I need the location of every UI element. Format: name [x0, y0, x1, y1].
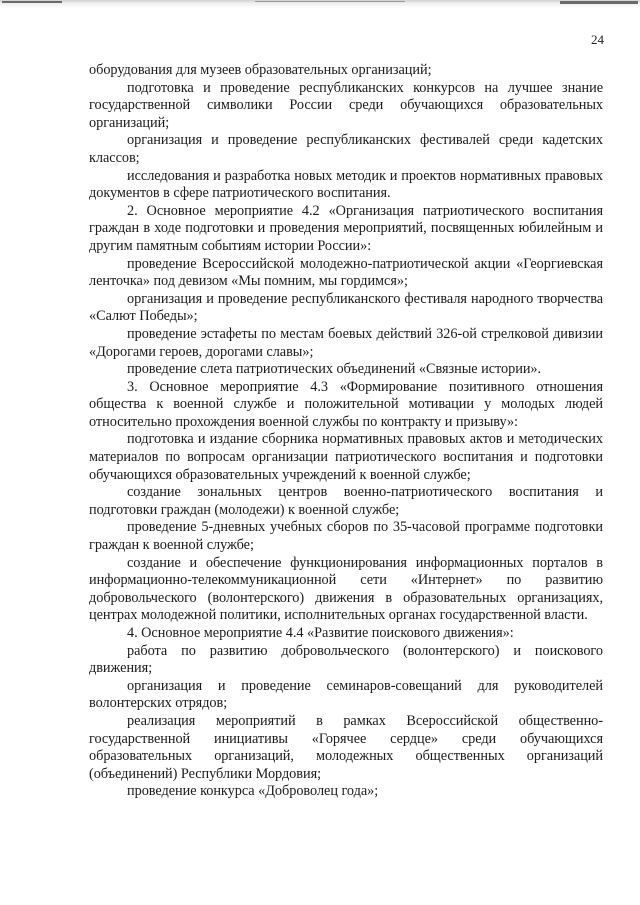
- paragraph: подготовка и издание сборника нормативных правовых актов и методических материалов по вопросам организации патриотического воспитания и подготовки обучающихся образовательных учреждений к военной службе;: [89, 431, 603, 483]
- scan-smudge: [2, 1, 62, 3]
- document-body: [89, 62, 603, 801]
- paragraph: проведение эстафеты по местам боевых действий 326-ой стрелковой дивизии «Дорогами героев, дорогами славы»;: [89, 325, 603, 360]
- paragraph: исследования и разработка новых методик и проектов нормативных правовых документов в сфере патриотического воспитания.: [89, 167, 603, 202]
- paragraph: работа по развитию добровольческого (волонтерского) и поискового движения;: [89, 642, 603, 677]
- paragraph: проведение конкурса «Доброволец года»;: [127, 783, 379, 800]
- paragraph: создание и обеспечение функционирования информационных порталов в информационно-телекоммуникационной сети «Интернет» по развитию добровольческого (волонтерского) движения в образовательных организациях, центрах молодежной политики, исполнительных органах государственной власти.: [89, 554, 603, 624]
- paragraph: реализация мероприятий в рамках Всероссийской общественно-государственной инициативы «Горячее сердце» среди обучающихся образовательных организаций, молодежных общественных организаций (объединений) Республики Мордовия;: [89, 712, 603, 782]
- paragraph: создание зональных центров военно-патриотического воспитания и подготовки граждан (молодежи) к военной службе;: [89, 484, 603, 518]
- paragraph: проведение 5-дневных учебных сборов по 35-часовой программе подготовки граждан к военной службе;: [89, 519, 603, 554]
- paragraph: организация и проведение республиканского фестиваля народного творчества «Салют Победы»;: [89, 290, 603, 325]
- page-number: 24: [591, 32, 604, 47]
- paragraph: подготовка и проведение республиканских конкурсов на лучшее знание государственной символики России среди обучающихся образовательных организаций;: [89, 79, 603, 131]
- paragraph: 3. Основное мероприятие 4.3 «Формирование позитивного отношения общества к военной службе и положительной мотивации у молодых людей относительно прохождения военной службы по контракту и призыву»:: [89, 378, 603, 430]
- scan-edge-artifact: [0, 0, 640, 12]
- paragraph: проведение Всероссийской молодежно-патриотической акции «Георгиевская ленточка» под девизом «Мы помним, мы гордимся»;: [89, 255, 603, 290]
- scan-smudge: [560, 1, 638, 4]
- paragraph: проведение слета патриотических объединений «Связные истории».: [127, 361, 542, 378]
- paragraph: оборудования для музеев образовательных организаций;: [89, 62, 432, 78]
- paragraph: 4. Основное мероприятие 4.4 «Развитие поискового движения»:: [127, 625, 514, 641]
- paragraph: организация и проведение республиканских фестивалей среди кадетских классов;: [89, 132, 603, 166]
- paragraph: 2. Основное мероприятие 4.2 «Организация патриотического воспитания граждан в ходе подготовки и проведения мероприятий, посвященных юбилейным и другим памятным событиям истории России»:: [89, 202, 603, 254]
- scan-smudge: [255, 1, 405, 2]
- paragraph: организация и проведение семинаров-совещаний для руководителей волонтерских отрядов;: [89, 677, 603, 712]
